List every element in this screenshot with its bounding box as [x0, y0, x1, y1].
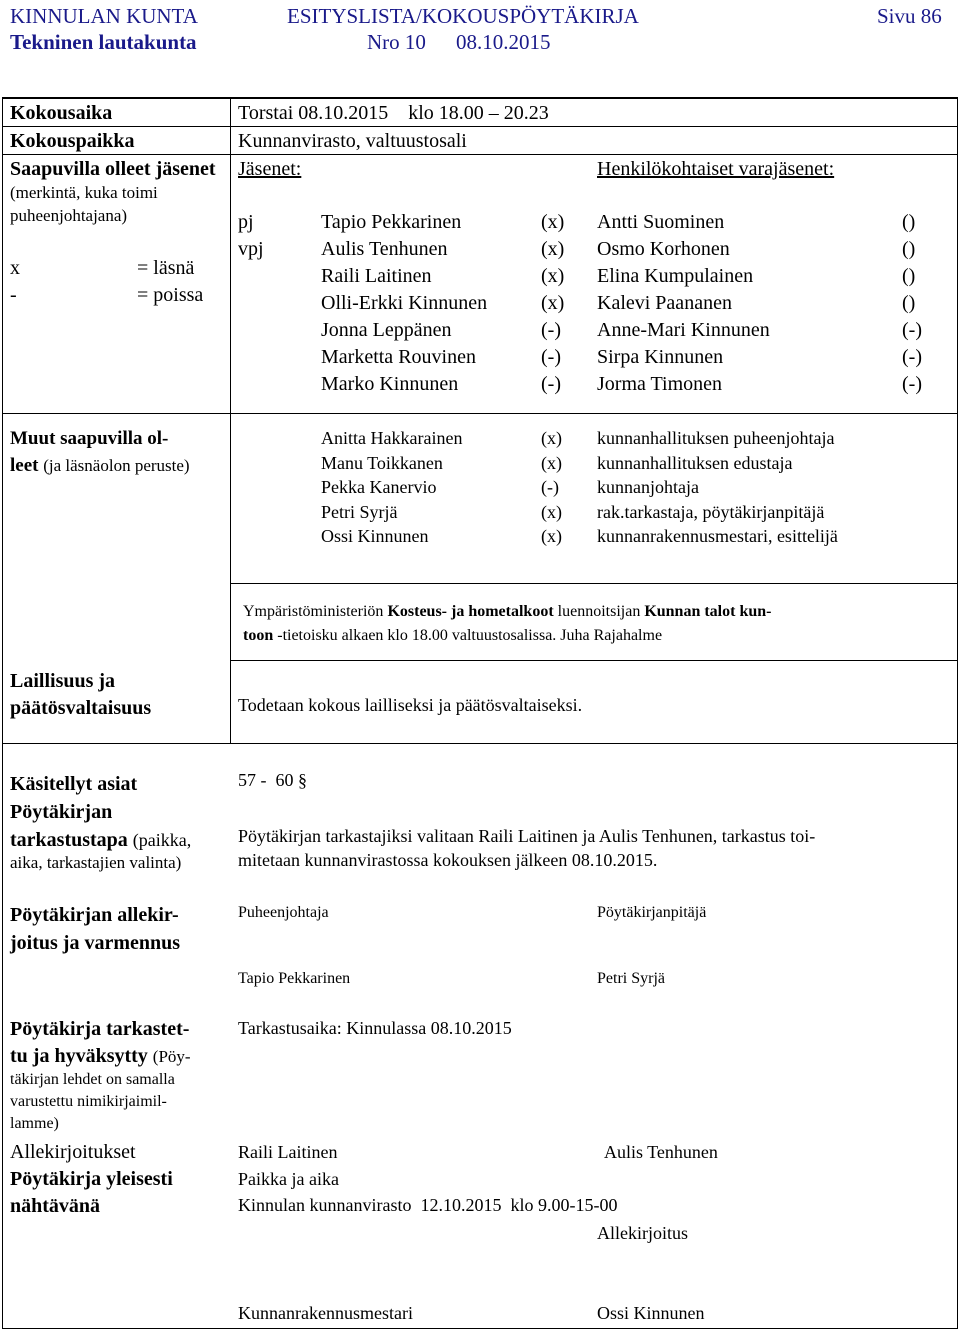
secretary-name: Petri Syrjä — [597, 970, 665, 987]
org-name: KINNULAN KUNTA — [10, 4, 198, 28]
chair-name: Tapio Pekkarinen — [238, 970, 351, 987]
legality-label-line1: Laillisuus ja — [10, 670, 116, 692]
signing-label-line1: Pöytäkirjan allekir- — [10, 904, 179, 926]
deputy-name: Elina Kumpulainen — [597, 265, 754, 287]
others-label-bold: leet — [10, 455, 39, 476]
approval-label-line3: täkirjan lehdet on samalla — [10, 1071, 175, 1088]
deputy-name: Antti Suominen — [597, 211, 725, 233]
lecture-note — [243, 600, 883, 648]
row-divider — [230, 583, 958, 584]
deputy-attendance-mark: (-) — [902, 373, 922, 395]
member-attendance-mark: (x) — [541, 265, 565, 287]
member-name: Raili Laitinen — [321, 265, 432, 287]
other-attendee-mark: (x) — [541, 453, 562, 473]
others-label-line2 — [10, 455, 190, 477]
deputy-attendance-mark: (-) — [902, 346, 922, 368]
approval-label-line4: varustettu nimikirjaimil- — [10, 1093, 167, 1110]
signing-label-line2: joitus ja varmennus — [10, 932, 181, 954]
member-attendance-mark: (-) — [541, 373, 561, 395]
legend-meaning: = läsnä — [137, 257, 195, 279]
deputy-attendance-mark: () — [902, 265, 916, 287]
table-right-border — [957, 97, 958, 1329]
member-attendance-mark: (x) — [541, 211, 565, 233]
note-text: luennoitsijan — [553, 603, 645, 620]
other-attendee-name: Petri Syrjä — [321, 502, 398, 522]
signer-name: Ossi Kinnunen — [597, 1303, 705, 1323]
review-text-line2: mitetaan kunnanvirastossa kokouksen jälkeen 08.10.2015. — [238, 850, 658, 870]
members-header: Jäsenet: — [238, 158, 302, 180]
public-label-line2: nähtävänä — [10, 1195, 101, 1217]
approval-label-line1: Pöytäkirja tarkastet- — [10, 1018, 190, 1040]
meeting-time-label: Kokousaika — [10, 102, 113, 124]
member-role: pj — [238, 211, 254, 233]
deputy-attendance-mark: (-) — [902, 319, 922, 341]
doc-type: ESITYSLISTA/KOKOUSPÖYTÄKIRJA — [287, 4, 639, 28]
note-text: Ympäristöministeriön — [243, 603, 388, 620]
legality-text: Todetaan kokous lailliseksi ja päätösvaltaiseksi. — [238, 695, 583, 715]
place-time-label: Paikka ja aika — [238, 1169, 339, 1189]
member-role: vpj — [238, 238, 264, 260]
row-divider — [2, 743, 958, 744]
signer-title: Kunnanrakennusmestari — [238, 1303, 413, 1323]
items-value: 57 - 60 § — [238, 770, 307, 790]
member-name: Marketta Rouvinen — [321, 346, 476, 368]
other-attendee-name: Manu Toikkanen — [321, 453, 443, 473]
row-divider — [2, 126, 958, 127]
deputy-attendance-mark: () — [902, 238, 916, 260]
secretary-title: Pöytäkirjanpitäjä — [597, 904, 707, 921]
other-attendee-mark: (x) — [541, 526, 562, 546]
other-attendee-mark: (x) — [541, 502, 562, 522]
meeting-place-label: Kokouspaikka — [10, 130, 135, 152]
other-attendee-mark: (x) — [541, 428, 562, 448]
deputy-name: Anne-Mari Kinnunen — [597, 319, 770, 341]
other-attendee-mark: (-) — [541, 477, 559, 497]
deputy-name: Kalevi Paananen — [597, 292, 732, 314]
member-name: Jonna Leppänen — [321, 319, 452, 341]
deputy-name: Osmo Korhonen — [597, 238, 730, 260]
member-attendance-mark: (-) — [541, 319, 561, 341]
review-text-line1: Pöytäkirjan tarkastajiksi valitaan Raili Laitinen ja Aulis Tenhunen, tarkastus toi- — [238, 826, 816, 846]
approval-label-bold: tu ja hyväksytty — [10, 1045, 148, 1067]
member-attendance-mark: (-) — [541, 346, 561, 368]
deputy-name: Jorma Timonen — [597, 373, 723, 395]
review-label-line1: Pöytäkirjan — [10, 801, 113, 823]
member-attendance-mark: (x) — [541, 292, 565, 314]
table-top-border — [2, 97, 958, 99]
meeting-number: Nro 10 — [367, 30, 426, 54]
review-label-bold: tarkastustapa — [10, 829, 128, 851]
legend-symbol: - — [10, 284, 17, 306]
meeting-date: 08.10.2015 — [456, 30, 551, 54]
deputy-attendance-mark: () — [902, 292, 916, 314]
row-divider — [230, 660, 958, 661]
attendees-label-rest: (merkintä, kuka toimi puheenjohtajana) — [10, 183, 158, 225]
approval-text: Tarkastusaika: Kinnulassa 08.10.2015 — [238, 1018, 512, 1038]
legend-symbol: x — [10, 257, 20, 279]
member-name: Marko Kinnunen — [321, 373, 459, 395]
note-bold: Kunnan talot kun- — [644, 603, 772, 620]
table-left-border — [2, 97, 3, 1329]
public-label-line1: Pöytäkirja yleisesti — [10, 1168, 173, 1190]
others-label-rest: (ja läsnäolon peruste) — [43, 456, 190, 475]
signature-name-2: Aulis Tenhunen — [604, 1142, 718, 1162]
note-text: -tietoisku alkaen klo 18.00 valtuustosalissa. Juha Rajahalme — [273, 627, 663, 644]
other-attendee-reason: kunnanhallituksen edustaja — [597, 453, 793, 473]
items-label: Käsitellyt asiat — [10, 773, 138, 795]
other-attendee-reason: rak.tarkastaja, pöytäkirjanpitäjä — [597, 502, 825, 522]
review-label-line2 — [10, 829, 191, 852]
page-number: Sivu 86 — [877, 4, 942, 28]
chair-title: Puheenjohtaja — [238, 904, 329, 921]
legality-label-line2: päätösvaltaisuus — [10, 697, 152, 719]
attendees-label — [10, 158, 225, 227]
review-label-line3: aika, tarkastajien valinta) — [10, 853, 182, 872]
deputies-header: Henkilökohtaiset varajäsenet: — [597, 158, 835, 180]
review-label-rest: (paikka, — [132, 830, 192, 850]
other-attendee-name: Pekka Kanervio — [321, 477, 437, 497]
member-attendance-mark: (x) — [541, 238, 565, 260]
others-label-line1: Muut saapuvilla ol- — [10, 428, 169, 449]
approval-label-line2 — [10, 1045, 191, 1068]
other-attendee-reason: kunnanrakennusmestari, esittelijä — [597, 526, 838, 546]
other-attendee-reason: kunnanjohtaja — [597, 477, 699, 497]
deputy-attendance-mark: () — [902, 211, 916, 233]
meeting-place-value: Kunnanvirasto, valtuustosali — [238, 130, 467, 152]
member-name: Olli-Erkki Kinnunen — [321, 292, 488, 314]
meeting-time-value: Torstai 08.10.2015 klo 18.00 – 20.23 — [238, 102, 549, 124]
deputy-name: Sirpa Kinnunen — [597, 346, 724, 368]
member-name: Aulis Tenhunen — [321, 238, 448, 260]
note-bold: toon — [243, 627, 274, 644]
signature-label: Allekirjoitus — [597, 1223, 688, 1243]
other-attendee-name: Anitta Hakkarainen — [321, 428, 463, 448]
table-bottom-border — [2, 1328, 958, 1329]
place-time-value: Kinnulan kunnanvirasto 12.10.2015 klo 9.00-15-00 — [238, 1195, 618, 1215]
other-attendee-name: Ossi Kinnunen — [321, 526, 429, 546]
signatures-label: Allekirjoitukset — [10, 1141, 136, 1163]
attendees-label-bold: Saapuvilla olleet jäsenet — [10, 158, 216, 180]
column-divider — [230, 97, 231, 744]
row-divider — [2, 154, 958, 155]
approval-label-line5: lamme) — [10, 1115, 59, 1132]
note-bold: Kosteus- ja hometalkoot — [387, 603, 554, 620]
board-name: Tekninen lautakunta — [10, 30, 197, 54]
other-attendee-reason: kunnanhallituksen puheenjohtaja — [597, 428, 835, 448]
row-divider — [2, 413, 958, 414]
signature-name-1: Raili Laitinen — [238, 1142, 338, 1162]
approval-label-rest: (Pöy- — [152, 1047, 191, 1066]
member-name: Tapio Pekkarinen — [321, 211, 462, 233]
legend-meaning: = poissa — [137, 284, 204, 306]
